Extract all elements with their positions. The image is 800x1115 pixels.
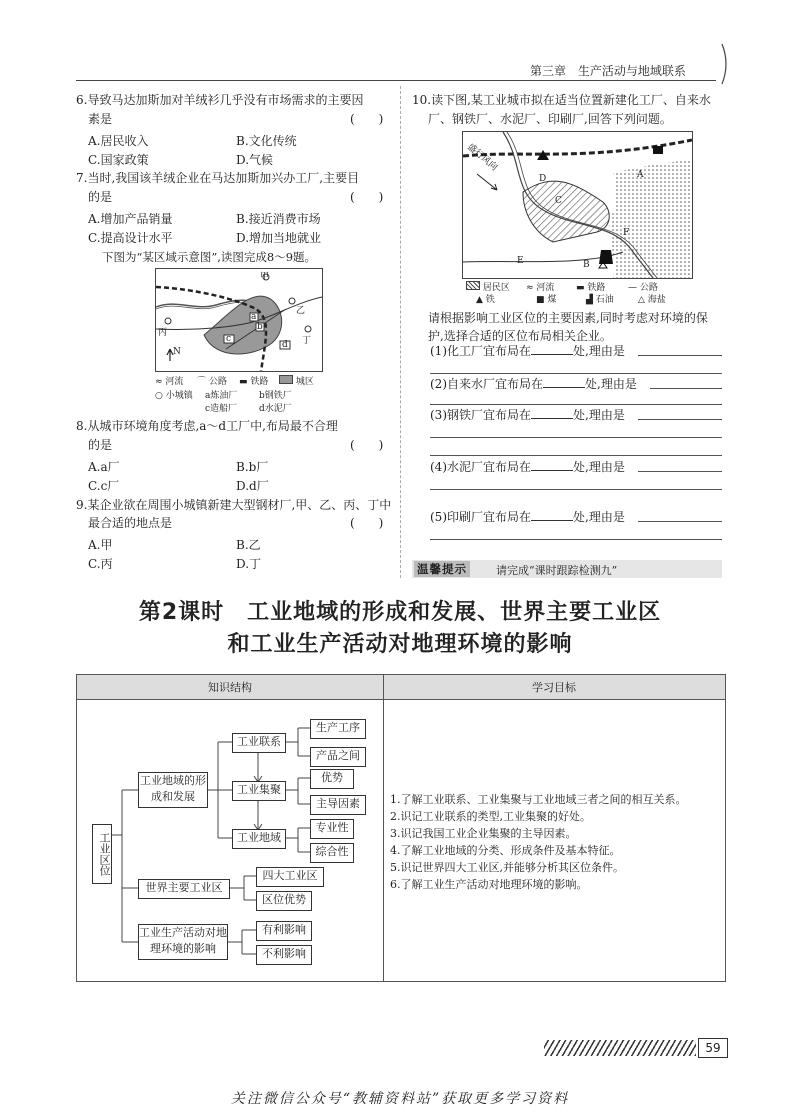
item2-reason-line2[interactable] bbox=[430, 404, 722, 405]
label-c: c bbox=[226, 334, 232, 344]
q9-stem-line2: 最合适的地点是 bbox=[88, 516, 173, 530]
tree-industrial-region: 工业地域 bbox=[232, 829, 286, 849]
q6-option-d[interactable]: D.气候 bbox=[236, 153, 274, 167]
legend-q10-rail: 铁路 bbox=[587, 283, 606, 293]
item2-location-blank[interactable] bbox=[543, 375, 585, 388]
q10-item-1 bbox=[430, 342, 625, 361]
wind-arrow bbox=[477, 174, 497, 190]
q6-option-b[interactable]: B.文化传统 bbox=[236, 134, 297, 148]
q8-stem-line1: 8.从城市环境角度考虑,a～d工厂中,布局最不合理 bbox=[76, 419, 338, 433]
q10-instruction-line1: 请根据影响工业区位的主要因素,同时考虑对环境的保 bbox=[428, 311, 708, 325]
tree-leaf-advantage: 优势 bbox=[310, 769, 354, 789]
legend-factory-b: b钢铁厂 bbox=[259, 391, 292, 401]
legend-limestone: 石油 bbox=[595, 295, 614, 305]
tree-branch-environment: 工业生产活动对地理环境的影响 bbox=[138, 924, 228, 960]
q7-option-d[interactable]: D.增加当地就业 bbox=[236, 231, 322, 245]
item1-reason-line2[interactable] bbox=[430, 373, 722, 374]
goal-3: 3.识记我国工业企业集聚的主导因素。 bbox=[390, 827, 577, 840]
q8-stem-line2: 的是 bbox=[88, 438, 113, 452]
tree-industrial-agglomeration: 工业集聚 bbox=[232, 781, 286, 801]
label-a: a bbox=[251, 312, 257, 322]
table-column-divider bbox=[383, 675, 384, 981]
legend-town: 小城镇 bbox=[165, 391, 193, 401]
legend-q10-road: 公路 bbox=[639, 283, 658, 293]
q9-option-c[interactable]: C.丙 bbox=[88, 557, 113, 571]
item3-prefix: (3)钢铁厂宜布局在 bbox=[430, 408, 531, 422]
q8-option-c[interactable]: C.c厂 bbox=[88, 479, 120, 493]
tree-connectors bbox=[76, 698, 382, 980]
chapter-title: 生产活动与地域联系 bbox=[577, 64, 686, 78]
point-e: E bbox=[517, 256, 524, 266]
column-divider bbox=[400, 86, 401, 578]
q7-option-c[interactable]: C.提高设计水平 bbox=[88, 231, 173, 245]
q6-stem-line1: 6.导致马达加斯加对羊绒衫几乎没有市场需求的主要因 bbox=[76, 93, 364, 107]
tip-text[interactable]: 请完成“课时跟踪检测九” bbox=[496, 564, 618, 577]
goal-5: 5.识记世界四大工业区,并能够分析其区位条件。 bbox=[390, 861, 624, 874]
label-b: b bbox=[257, 322, 263, 332]
town-ding bbox=[305, 326, 311, 332]
town-yi bbox=[289, 298, 295, 304]
chapter-label: 第三章 bbox=[530, 64, 567, 78]
q9-option-d[interactable]: D.丁 bbox=[236, 557, 262, 571]
q10-item-5 bbox=[430, 508, 625, 527]
tree-root: 工业区位 bbox=[92, 824, 112, 884]
q6-stem-line2: 素是 bbox=[88, 112, 113, 126]
item4-mid: 处,理由是 bbox=[573, 460, 625, 474]
q6-answer-paren[interactable]: ( ) bbox=[350, 112, 384, 126]
item4-reason-line2[interactable] bbox=[430, 489, 722, 490]
residential-area bbox=[523, 181, 609, 242]
item3-mid: 处,理由是 bbox=[573, 408, 625, 422]
label-jia: 甲 bbox=[260, 272, 270, 282]
q10-item-3 bbox=[430, 406, 625, 425]
q10-instruction-line2: 护,选择合适的区位布局相关企业。 bbox=[428, 329, 612, 343]
legend-factory-d: d水泥厂 bbox=[259, 404, 292, 414]
tip-bar bbox=[412, 560, 722, 578]
item3-reason-line3[interactable] bbox=[430, 455, 722, 456]
item1-reason-blank[interactable] bbox=[638, 355, 722, 356]
item1-prefix: (1)化工厂宜布局在 bbox=[430, 344, 531, 358]
legend-iron: 铁 bbox=[485, 295, 495, 305]
legend-rail: 铁路 bbox=[250, 377, 269, 387]
legend-salt: 海盐 bbox=[647, 295, 666, 305]
q8-9-intro: 下图为“某区域示意图”,读图完成8～9题。 bbox=[102, 250, 317, 264]
q6-option-c[interactable]: C.国家政策 bbox=[88, 153, 149, 167]
item5-mid: 处,理由是 bbox=[573, 510, 625, 524]
tree-branch-formation: 工业地域的形成和发展 bbox=[138, 772, 208, 808]
page-number-stripes bbox=[544, 1040, 696, 1056]
item4-reason-blank[interactable] bbox=[638, 471, 722, 472]
label-ding: 丁 bbox=[302, 336, 312, 346]
item2-prefix: (2)自来水厂宜布局在 bbox=[430, 377, 543, 391]
q9-stem-line1: 9.某企业欲在周围小城镇新建大型钢材厂,甲、乙、丙、丁中 bbox=[76, 498, 392, 512]
legend-road: 公路 bbox=[208, 377, 227, 387]
label-yi: 乙 bbox=[296, 306, 306, 316]
label-north: N bbox=[173, 347, 181, 357]
tree-leaf-positive-impact: 有利影响 bbox=[256, 921, 312, 941]
item4-prefix: (4)水泥厂宜布局在 bbox=[430, 460, 531, 474]
goal-2: 2.识记工业联系的类型,工业集聚的好处。 bbox=[390, 810, 591, 823]
point-c: C bbox=[555, 196, 562, 206]
lesson-title-line2: 和工业生产活动对地理环境的影响 bbox=[227, 632, 573, 657]
q8-option-a[interactable]: A.a厂 bbox=[88, 460, 120, 474]
legend-factory-c: c造船厂 bbox=[205, 404, 238, 414]
header-rule bbox=[76, 80, 716, 81]
tree-leaf-production-process: 生产工序 bbox=[310, 719, 366, 739]
regional-map bbox=[155, 268, 323, 372]
tree-industrial-linkage: 工业联系 bbox=[232, 733, 286, 753]
item2-mid: 处,理由是 bbox=[585, 377, 637, 391]
point-d: D bbox=[539, 174, 547, 184]
legend-factory-a: a炼油厂 bbox=[205, 391, 238, 401]
footer-notice: 关注微信公众号“教辅资料站”获取更多学习资料 bbox=[230, 1091, 570, 1107]
chapter-header bbox=[530, 62, 686, 79]
sea-area bbox=[609, 160, 692, 278]
label-bing: 丙 bbox=[158, 328, 168, 338]
legend-coal: 煤 bbox=[547, 295, 557, 305]
tree-branch-world-regions: 世界主要工业区 bbox=[138, 879, 230, 899]
q10-item-2 bbox=[430, 375, 637, 394]
q7-option-b[interactable]: B.接近消费市场 bbox=[236, 212, 321, 226]
q7-option-a[interactable]: A.增加产品销量 bbox=[88, 212, 173, 226]
tip-label: 温馨提示 bbox=[414, 561, 470, 577]
lesson-title-line1: 第2课时 工业地域的形成和发展、世界主要工业区 bbox=[138, 600, 662, 625]
legend-river: 河流 bbox=[165, 377, 184, 387]
goal-1: 1.了解工业联系、工业集聚与工业地域三者之间的相互关系。 bbox=[390, 793, 687, 806]
table-header-structure: 知识结构 bbox=[208, 681, 252, 694]
point-a: A bbox=[637, 170, 644, 180]
q6-option-a[interactable]: A.居民收入 bbox=[88, 134, 149, 148]
tree-leaf-location-advantage: 区位优势 bbox=[256, 891, 312, 911]
point-b: B bbox=[583, 260, 590, 270]
item3-reason-line2[interactable] bbox=[430, 437, 722, 438]
tree-leaf-between-products: 产品之间 bbox=[310, 747, 366, 767]
q7-stem-line1: 7.当时,我国该羊绒企业在马达加斯加兴办工厂,主要目 bbox=[76, 171, 360, 185]
q9-option-a[interactable]: A.甲 bbox=[88, 538, 113, 552]
item4-location-blank[interactable] bbox=[531, 458, 573, 471]
town-bing bbox=[165, 318, 171, 324]
item1-location-blank[interactable] bbox=[531, 342, 573, 355]
tree-leaf-negative-impact: 不利影响 bbox=[256, 945, 312, 965]
q10-stem-line2: 厂、钢铁厂、水泥厂、印刷厂,回答下列问题。 bbox=[428, 112, 672, 126]
label-d: d bbox=[282, 340, 288, 350]
legend-residential: 居民区 bbox=[482, 283, 510, 293]
page-number: 59 bbox=[698, 1038, 728, 1058]
point-f: F bbox=[623, 228, 630, 238]
item5-reason-blank[interactable] bbox=[638, 521, 722, 522]
q8-option-b[interactable]: B.b厂 bbox=[236, 460, 269, 474]
q9-answer-paren[interactable]: ( ) bbox=[350, 516, 384, 530]
goal-6: 6.了解工业生产活动对地理环境的影响。 bbox=[390, 878, 588, 891]
q10-stem-line1: 10.读下图,某工业城市拟在适当位置新建化工厂、自来水 bbox=[412, 93, 711, 107]
industrial-city-drawing bbox=[463, 132, 692, 278]
wind-label: 盛行风向 bbox=[465, 142, 500, 174]
item3-location-blank[interactable] bbox=[531, 406, 573, 419]
q8-answer-paren[interactable]: ( ) bbox=[350, 438, 384, 452]
coal-symbol bbox=[653, 146, 663, 154]
legend-q10-river: 河流 bbox=[536, 283, 555, 293]
tree-leaf-four-regions: 四大工业区 bbox=[256, 867, 324, 887]
item5-prefix: (5)印刷厂宜布局在 bbox=[430, 510, 531, 524]
goal-4: 4.了解工业地域的分类、形成条件及基本特征。 bbox=[390, 844, 621, 857]
q7-answer-paren[interactable]: ( ) bbox=[350, 190, 384, 204]
item5-reason-line2[interactable] bbox=[430, 539, 722, 540]
item5-location-blank[interactable] bbox=[531, 508, 573, 521]
q9-option-b[interactable]: B.乙 bbox=[236, 538, 261, 552]
item3-reason-blank[interactable] bbox=[638, 419, 722, 420]
q8-option-d[interactable]: D.d厂 bbox=[236, 479, 269, 493]
limestone-symbol bbox=[599, 250, 613, 264]
industrial-city-map bbox=[462, 131, 693, 279]
legend-city: 城区 bbox=[295, 377, 314, 387]
tree-leaf-dominant-factor: 主导因素 bbox=[310, 795, 366, 815]
q10-item-4 bbox=[430, 458, 625, 477]
q7-stem-line2: 的是 bbox=[88, 190, 113, 204]
header-bracket bbox=[718, 42, 732, 86]
tree-leaf-specialized: 专业性 bbox=[310, 819, 354, 839]
item1-mid: 处,理由是 bbox=[573, 344, 625, 358]
tree-leaf-comprehensive: 综合性 bbox=[310, 843, 354, 863]
map-road bbox=[463, 252, 623, 262]
item2-reason-blank[interactable] bbox=[650, 388, 722, 389]
table-header-goals: 学习目标 bbox=[532, 681, 576, 694]
